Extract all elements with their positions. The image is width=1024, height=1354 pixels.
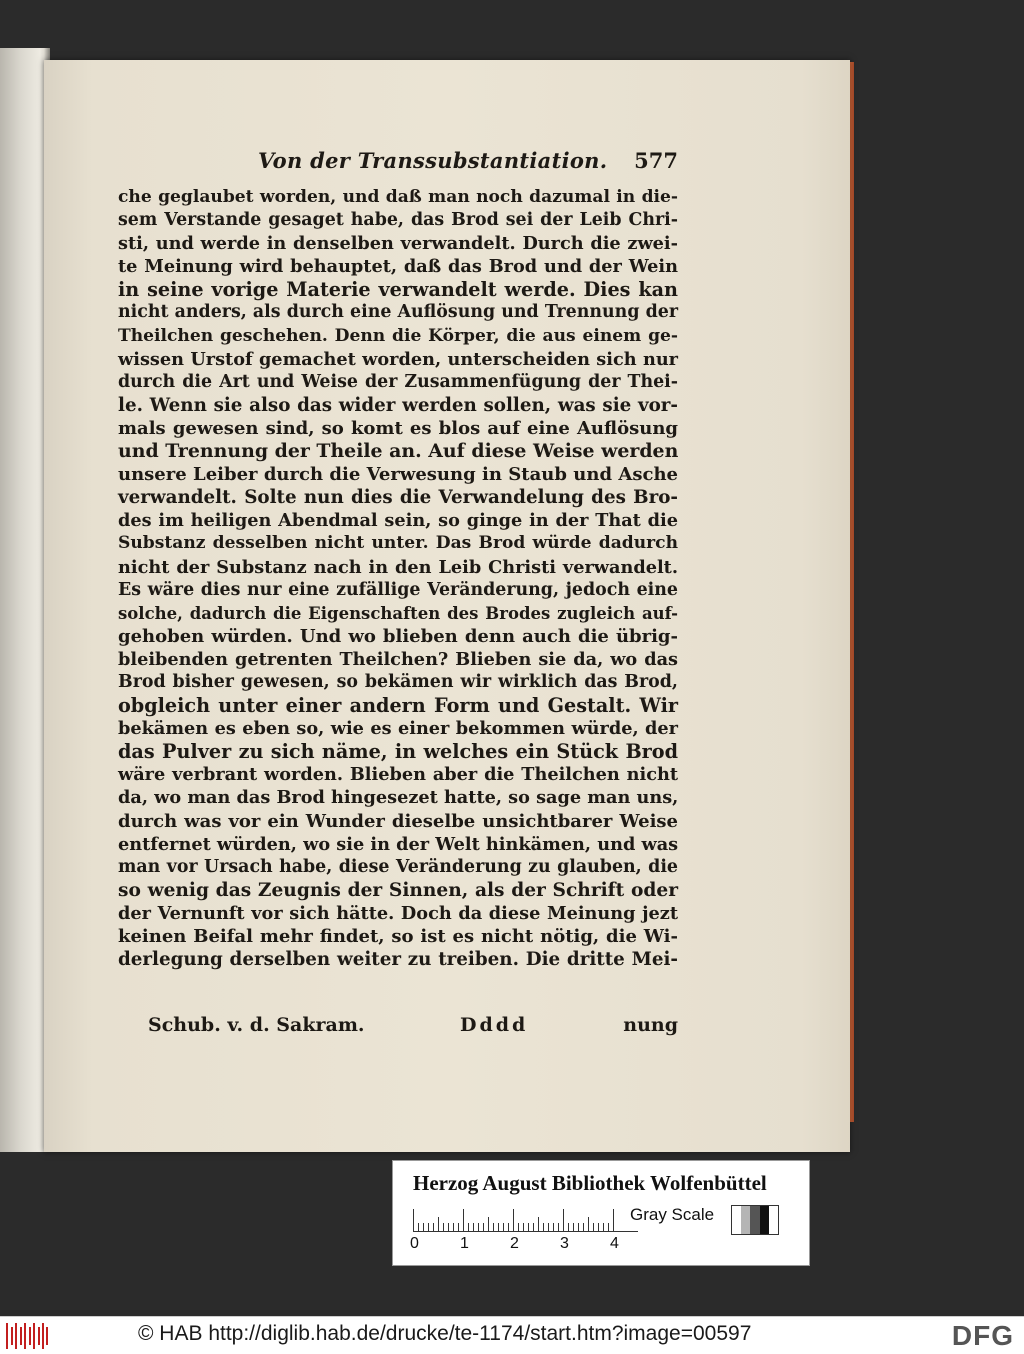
ruler-tick: [548, 1223, 549, 1231]
text-line: nicht anders, als durch eine Auflösung und Trennung der: [118, 302, 678, 323]
text-line: entfernet würden, wo sie in der Welt hinkämen, und was: [118, 833, 679, 855]
ruler-tick: [563, 1209, 564, 1231]
gray-scale-swatches: [731, 1205, 779, 1235]
logo-bar: [42, 1323, 44, 1349]
ruler-tick: [448, 1223, 449, 1231]
ruler-tick: [553, 1223, 554, 1231]
text-line: Es wäre dies nur eine zufällige Veränderung, jedoch eine: [118, 579, 678, 600]
text-line: nicht der Substanz nach in den Leib Christi verwandelt.: [118, 556, 678, 578]
text-line: verwandelt. Solte nun dies die Verwandelung des Bro-: [118, 487, 678, 509]
text-line: keinen Beifal mehr findet, so ist es nicht nötig, die Wi-: [118, 926, 678, 947]
ruler-tick: [458, 1223, 459, 1231]
scale-number: 2: [510, 1235, 519, 1252]
scale-numbers: [410, 1235, 650, 1255]
text-line: durch die Art und Weise der Zusammenfügung der Thei-: [118, 371, 678, 392]
page-number: 577: [634, 148, 678, 173]
logo-bar: [20, 1327, 22, 1345]
text-line: obgleich unter einer andern Form und Gestalt. Wir: [118, 694, 678, 718]
ruler-tick: [423, 1223, 424, 1231]
ruler-tick: [583, 1223, 584, 1231]
ruler-tick: [573, 1223, 574, 1231]
scale-number: 3: [560, 1235, 569, 1252]
text-line: bekämen es eben so, wie es einer bekommen würde, der: [118, 718, 678, 740]
logo-bar: [11, 1327, 13, 1345]
ruler-tick: [528, 1223, 529, 1231]
running-title: Von der Transsubstantiation.: [258, 148, 608, 173]
ruler-tick: [468, 1223, 469, 1231]
text-line: das Pulver zu sich näme, in welches ein Stück Brod: [118, 740, 678, 764]
logo-bar: [33, 1323, 35, 1349]
scale-number: 1: [460, 1235, 469, 1252]
text-line: Theilchen geschehen. Denn die Körper, die aus einem ge-: [118, 325, 678, 346]
signature-mark: Dddd: [460, 1014, 529, 1036]
logo-bar: [29, 1327, 31, 1345]
ruler-tick: [533, 1223, 534, 1231]
ruler-tick: [568, 1223, 569, 1231]
ruler-tick: [603, 1223, 604, 1231]
signature-line: Schub. v. d. Sakram.: [148, 1014, 365, 1036]
ruler-tick: [503, 1223, 504, 1231]
gray-swatch: [732, 1206, 741, 1234]
logo-bar: [38, 1327, 40, 1345]
logo-bar: [15, 1323, 17, 1349]
logo-bar: [6, 1323, 8, 1349]
ruler-tick: [488, 1217, 489, 1231]
ruler-tick: [608, 1223, 609, 1231]
scale-number: 0: [410, 1235, 419, 1252]
ruler-tick: [483, 1223, 484, 1231]
text-line: mals gewesen sind, so komt es blos auf eine Auflösung: [118, 417, 678, 439]
ruler-tick: [538, 1217, 539, 1231]
text-line: unsere Leiber durch die Verwesung in Staub und Asche: [118, 464, 678, 486]
ruler-tick: [433, 1223, 434, 1231]
text-line: Substanz desselben nicht unter. Das Brod würde dadurch: [118, 533, 678, 554]
scale-ruler: [413, 1205, 638, 1232]
text-line: te Meinung wird behauptet, daß das Brod und der Wein: [118, 256, 678, 278]
adjacent-page-edge: [0, 48, 50, 1152]
text-line: solche, dadurch die Eigenschaften des Brodes zugleich auf-: [118, 603, 678, 623]
gray-swatch: [760, 1206, 769, 1234]
catchword: nung: [623, 1014, 678, 1036]
ruler-tick: [453, 1223, 454, 1231]
text-line: in seine vorige Materie verwandelt werde. Dies kan: [118, 278, 678, 302]
ruler-tick: [523, 1223, 524, 1231]
ruler-tick: [518, 1223, 519, 1231]
dfg-logo: DFG: [951, 1320, 1014, 1351]
text-line: sti, und werde in denselben verwandelt. Durch die zwei-: [118, 233, 678, 255]
text-line: der Vernunft vor sich hätte. Doch da diese Meinung jezt: [118, 902, 678, 924]
ruler-tick: [588, 1217, 589, 1231]
library-name: Herzog August Bibliothek Wolfenbüttel: [413, 1171, 767, 1195]
ruler-tick: [443, 1223, 444, 1231]
library-color-card: [392, 1160, 810, 1266]
logo-bar: [24, 1323, 26, 1349]
ruler-tick: [558, 1223, 559, 1231]
text-line: le. Wenn sie also das wider werden sollen, was sie vor-: [118, 394, 678, 416]
ruler-tick: [578, 1223, 579, 1231]
text-line: derlegung derselben weiter zu treiben. Die dritte Mei-: [118, 949, 678, 971]
ruler-tick: [473, 1223, 474, 1231]
logo-bar: [46, 1327, 48, 1345]
ruler-tick: [493, 1223, 494, 1231]
ruler-tick: [593, 1223, 594, 1231]
ruler-tick: [438, 1217, 439, 1231]
text-line: Brod bisher gewesen, so bekämen wir wirklich das Brod,: [118, 671, 678, 692]
gray-swatch: [741, 1206, 750, 1234]
ruler-tick: [418, 1223, 419, 1231]
running-head: [258, 148, 678, 182]
text-line: man vor Ursach habe, diese Veränderung zu glauben, die: [118, 856, 678, 877]
ruler-tick: [428, 1223, 429, 1231]
ruler-tick: [463, 1209, 464, 1231]
ruler-tick: [498, 1223, 499, 1231]
text-line: wissen Urstof gemachet worden, unterscheiden sich nur: [118, 348, 678, 370]
ruler-tick: [413, 1209, 414, 1231]
ruler-tick: [478, 1223, 479, 1231]
credit-link[interactable]: © HAB http://diglib.hab.de/drucke/te-1174/start.htm?image=00597: [138, 1322, 752, 1345]
footer-bar: [0, 1316, 1024, 1354]
scale-number: 4: [610, 1235, 619, 1252]
ruler-tick: [613, 1209, 614, 1231]
text-line: und Trennung der Theile an. Auf diese Weise werden: [118, 440, 679, 463]
page-body-text: [118, 186, 678, 971]
text-line: bleibenden getrenten Theilchen? Blieben sie da, wo das: [118, 648, 678, 670]
gray-swatch: [769, 1206, 778, 1234]
text-line: sem Verstande gesaget habe, das Brod sei der Leib Chri-: [118, 210, 678, 231]
hab-logo-icon: [6, 1323, 48, 1349]
gray-scale-label: Gray Scale: [630, 1205, 715, 1224]
page-foot: [148, 1014, 678, 1042]
ruler-tick: [598, 1223, 599, 1231]
gray-swatch: [750, 1206, 759, 1234]
text-line: durch was vor ein Wunder dieselbe unsichtbarer Weise: [118, 810, 678, 832]
text-line: gehoben würden. Und wo blieben denn auch die übrig-: [118, 625, 678, 647]
text-line: che geglaubet worden, und daß man noch dazumal in die-: [118, 187, 678, 207]
text-line: wäre verbrant worden. Blieben aber die Theilchen nicht: [118, 764, 678, 786]
text-line: so wenig das Zeugnis der Sinnen, als der Schrift oder: [118, 879, 678, 901]
ruler-tick: [513, 1209, 514, 1231]
ruler-tick: [508, 1223, 509, 1231]
ruler-tick: [543, 1223, 544, 1231]
text-line: da, wo man das Brod hingesezet hatte, so sage man uns,: [118, 787, 679, 809]
text-line: des im heiligen Abendmal sein, so ginge in der That die: [118, 510, 678, 532]
